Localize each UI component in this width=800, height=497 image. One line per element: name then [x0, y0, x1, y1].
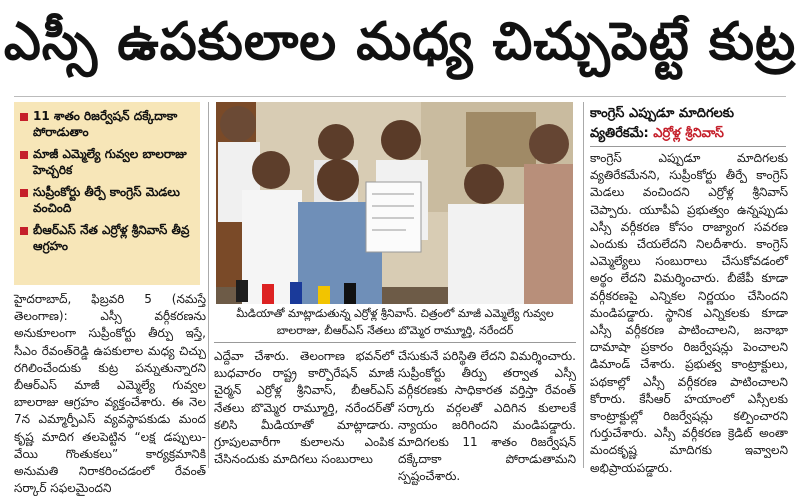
- highlight-item: [20, 146, 194, 178]
- sidebar-headline-line1: కాంగ్రెస్ ఎప్పుడూ మాదిగలకు: [590, 106, 735, 121]
- square-bullet-icon: [20, 189, 28, 197]
- sidebar-headline: [590, 104, 790, 144]
- sidebar-headline-name: ఎర్రోళ్ల శ్రీనివాస్: [648, 126, 724, 141]
- headline-divider: [14, 96, 786, 97]
- sidebar-divider: [590, 146, 786, 147]
- article-column-middle-2: [398, 348, 576, 484]
- article-column-middle-1: [214, 348, 394, 468]
- highlight-text: 11 శాతం రిజర్వేషన్ దక్కేదాకా పోరాడుతాం: [33, 109, 178, 139]
- highlight-text: బీఆర్ఎస్ నేత ఎర్రోళ్ల శ్రీనివాస్ తీవ్ర ఆగ్రహం: [33, 223, 190, 253]
- highlight-item: [20, 184, 194, 216]
- article-column-left: [14, 291, 206, 496]
- article-text: హైదరాబాద్, ఫిబ్రవరి 5 (నమస్తే తెలంగాణ): ఎస్సీ వర్గీకరణను అనుకూలంగా సుప్రీంకోర్టు తీర్పు ఇస్తే, సీఎం రేవంత్‌రెడ్డి ఉపకులాల మధ్య చిచ్చు రగిలించేందుకు కుట్ర పన్నుతున్నారని బీఆర్ఎస్ మాజీ ఎమ్మెల్యే గువ్వల బాలరాజు ఆగ్రహం వ్యక్తంచేశారు. ఈ నెల 7న ఎమ్మార్పీఎస్ వ్యవస్థాపకుడు మంద కృష్ణ మాదిగ తలపెట్టిన “లక్ష డప్పులు-వేయి గొంతుకలు” కార్యక్రమానికి అనుమతి నిరాకరించడంలో రేవంత్ సర్కార్ సఫలమైందని: [14, 292, 206, 496]
- photo-caption: మీడియాతో మాట్లాడుతున్న ఎర్రోళ్ల శ్రీనివాస్. చిత్రంలో మాజీ ఎమ్మెల్యే గువ్వల బాలరాజు, బీఆర్ఎస్ నేతలు బొమ్మెర రామ్మూర్తి, నరేందర్: [236, 307, 554, 337]
- column-divider: [583, 102, 584, 468]
- square-bullet-icon: [20, 151, 28, 159]
- highlight-item: [20, 222, 194, 254]
- square-bullet-icon: [20, 227, 28, 235]
- highlight-text: సుప్రీంకోర్టు తీర్పే కాంగ్రెస్ మెడలు వంచింది: [33, 185, 180, 215]
- article-text: ఎద్దేవా చేశారు. తెలంగాణ భవన్‌లో బుధవారం రాష్ట్ర కార్పొరేషన్ మాజీ చైర్మన్ ఎర్రోళ్ల శ్రీనివాస్, బీఆర్ఎస్ నేతలు బొమ్మెర రామ్మూర్తి, నరేందర్‌తో కలిసి మీడియాతో మాట్లాడారు. గ్రూపులవారీగా కులాలను ఎంపిక చేసినందుకు మాదిగలు సంబురాలు: [214, 349, 394, 467]
- headline: ఎస్సీ ఉపకులాల మధ్య చిచ్చుపెట్టే కుట్ర: [3, 11, 797, 72]
- highlights-box: [14, 102, 200, 285]
- column-divider: [208, 102, 209, 468]
- highlight-item: [20, 108, 194, 140]
- sidebar-headline-lead: వ్యతిరేకమే:: [590, 126, 649, 141]
- article-column-right: [590, 150, 788, 475]
- highlight-text: మాజీ ఎమ్మెల్యే గువ్వల బాలరాజు హెచ్చరిక: [33, 147, 187, 177]
- square-bullet-icon: [20, 113, 28, 121]
- article-text: చేసుకునే పరిస్థితి లేదని విమర్శించారు. సుప్రీంకోర్టు తీర్పు తర్వాత ఎస్సీ వర్గీకరణకు సాధికారత వర్తిస్తా రేవంత్ సర్కారు వర్గలతో ఎదిగిన కులాలకే న్యాయం జరిగిందని మండిపడ్డారు. మాదిగలకు 11 శాతం రిజర్వేషన్ దక్కేదాకా పోరాడుతామని స్పష్టంచేశారు.: [398, 349, 576, 484]
- press-photo: [216, 102, 573, 304]
- article-text: కాంగ్రెస్ ఎప్పుడూ మాదిగలకు వ్యతిరేకమేనని, సుప్రీంకోర్టు తీర్పే కాంగ్రెస్ మెడలు వంచిందని ఎర్రోళ్ల శ్రీనివాస్ చెప్పారు. యూపీఏ ప్రభుత్వం ఉన్నప్పుడు ఎస్సీ వర్గీకరణ కోసం రాజ్యాంగ సవరణ ఎందుకు చేయలేదని నిలదీశారు. కాంగ్రెస్ ఎమ్మెల్యేలు సంబురాలు చేసుకోవడంలో అర్థం లేదని విమర్శించారు. బీజేపీ కూడా వర్గీకరణపై ఎన్నికల నిర్ణయం చేసిందని మండిపడ్డారు. స్థానిక ఎన్నికలకు కూడా ఎస్సీ వర్గీకరణ పాటించాలని, జనాభా దామాషా ప్రకారం రిజర్వేషన్లు పెంచాలని డిమాండ్ చేశారు. ప్రభుత్వ కాంట్రాక్టులు, పథకాల్లో ఎస్సీ వర్గీకరణ పాటించాలని కోరారు. కేసీఆర్ హయాంలో ఎస్సీలకు కాంట్రాక్టుల్లో రిజర్వేషన్లు కల్పించారని గుర్తుచేశారు. ఎస్సీ వర్గీకరణ క్రెడిట్ అంతా మందకృష్ణ మాదిగకు ఇవ్వాలని అభిప్రాయపడ్డారు.: [590, 151, 788, 475]
- caption-divider: [214, 342, 576, 343]
- sidebar-headline-line2: [590, 124, 790, 144]
